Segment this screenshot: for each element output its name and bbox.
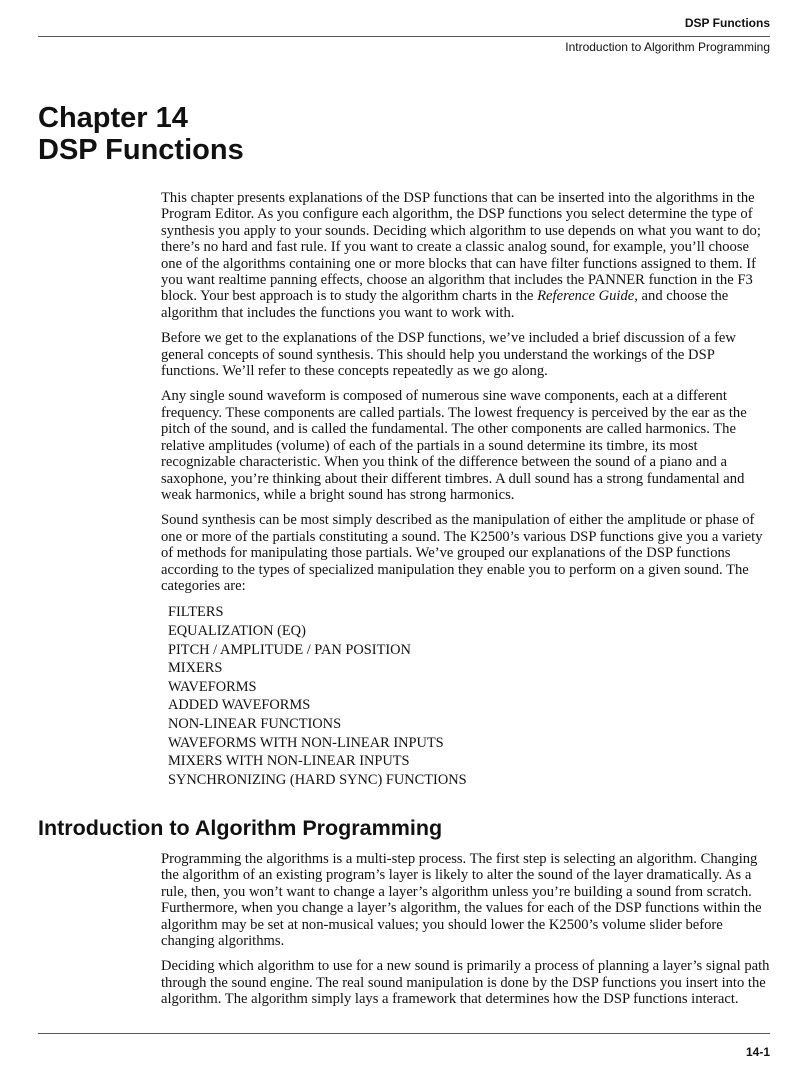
category-item: FILTERS — [168, 604, 224, 621]
intro-paragraph-1: This chapter presents explanations of the DSP functions that can be inserted into the algorithms in the Program Editor. As you configure each algorithm, the DSP functions you select determine the type of synthesis you apply to your sounds. Deciding which algorithm to use depends on what you want to do; there’s no hard and fast rule. If you want to create a classic analog sound, for example, you’ll choose one of the algorithms containing one or more blocks that can have filter functions assigned to them. If you want realtime panning effects, choose an algorithm that includes the PANNER function in the F3 block. Your best approach is to study the algorithm charts in the Reference Guide, and choose the algorithm that includes the functions you want to work with. — [161, 190, 761, 321]
running-header-title: DSP Functions — [684, 16, 770, 30]
category-item: WAVEFORMS WITH NON-LINEAR INPUTS — [168, 734, 444, 751]
chapter-number: Chapter 14 — [38, 102, 188, 134]
chapter-intro — [161, 190, 773, 789]
page-number: 14-1 — [745, 1045, 770, 1059]
category-item: ADDED WAVEFORMS — [168, 697, 311, 714]
intro-paragraph-3: Any single sound waveform is composed of numerous sine wave components, each at a different frequency. These components are called partials. The lowest frequency is perceived by the ear as the pitch of the sound, and is called the fundamental. The other components are called harmonics. The relative amplitudes (volume) of each of the partials in a sound determine its timbre, its most recognizable characteristic. When you think of the difference between the sound of a piano and a saxophone, you’re thinking about their different timbres. A dull sound has a strong fundamental and weak harmonics, while a bright sound has strong harmonics. — [161, 388, 747, 503]
category-item: SYNCHRONIZING (HARD SYNC) FUNCTIONS — [168, 771, 467, 788]
category-item: MIXERS — [168, 660, 223, 677]
category-list — [168, 603, 773, 789]
section-heading: Introduction to Algorithm Programming — [38, 816, 443, 840]
category-item: EQUALIZATION (EQ) — [168, 622, 306, 639]
category-item: MIXERS WITH NON-LINEAR INPUTS — [168, 753, 410, 770]
header-rule — [38, 36, 770, 37]
section-paragraph-1: Programming the algorithms is a multi-step process. The first step is selecting an algorithm. Changing the algorithm of an existing program’s layer is likely to alter the sound of the layer dramatically. As a rule, then, you won’t want to change a layer’s algorithm unless you’re building a sound from scratch. Furthermore, when you change a layer’s algorithm, the values for each of the DSP functions within the algorithm may be set at non-musical values; you should lower the K2500’s volume slider before changing algorithms. — [161, 851, 762, 950]
category-item: WAVEFORMS — [168, 678, 257, 695]
chapter-title — [38, 102, 244, 166]
section-body — [161, 851, 773, 1017]
chapter-name: DSP Functions — [38, 134, 244, 166]
category-item: PITCH / AMPLITUDE / PAN POSITION — [168, 641, 411, 658]
intro-paragraph-2: Before we get to the explanations of the DSP functions, we’ve included a brief discussion of a few general concepts of sound synthesis. This should help you understand the workings of the DSP functions. We’ll refer to these concepts repeatedly as we go along. — [161, 330, 736, 380]
footer-rule — [38, 1033, 770, 1034]
section-paragraph-2: Deciding which algorithm to use for a new sound is primarily a process of planning a layer’s signal path through the sound engine. The real sound manipulation is done by the DSP functions you insert into the algorithm. The algorithm simply lays a framework that determines how the DSP functions interact. — [161, 958, 770, 1008]
reference-guide-title: Reference Guide — [537, 288, 635, 305]
intro-paragraph-4: Sound synthesis can be most simply described as the manipulation of either the amplitude or phase of one or more of the partials constituting a sound. The K2500’s various DSP functions give you a variety of methods for manipulating those partials. We’ve grouped our explanations of the DSP functions according to the types of specialized manipulation they enable you to perform on a given sound. The categories are: — [161, 512, 763, 594]
running-header-subtitle: Introduction to Algorithm Programming — [565, 40, 770, 54]
category-item: NON-LINEAR FUNCTIONS — [168, 715, 342, 732]
